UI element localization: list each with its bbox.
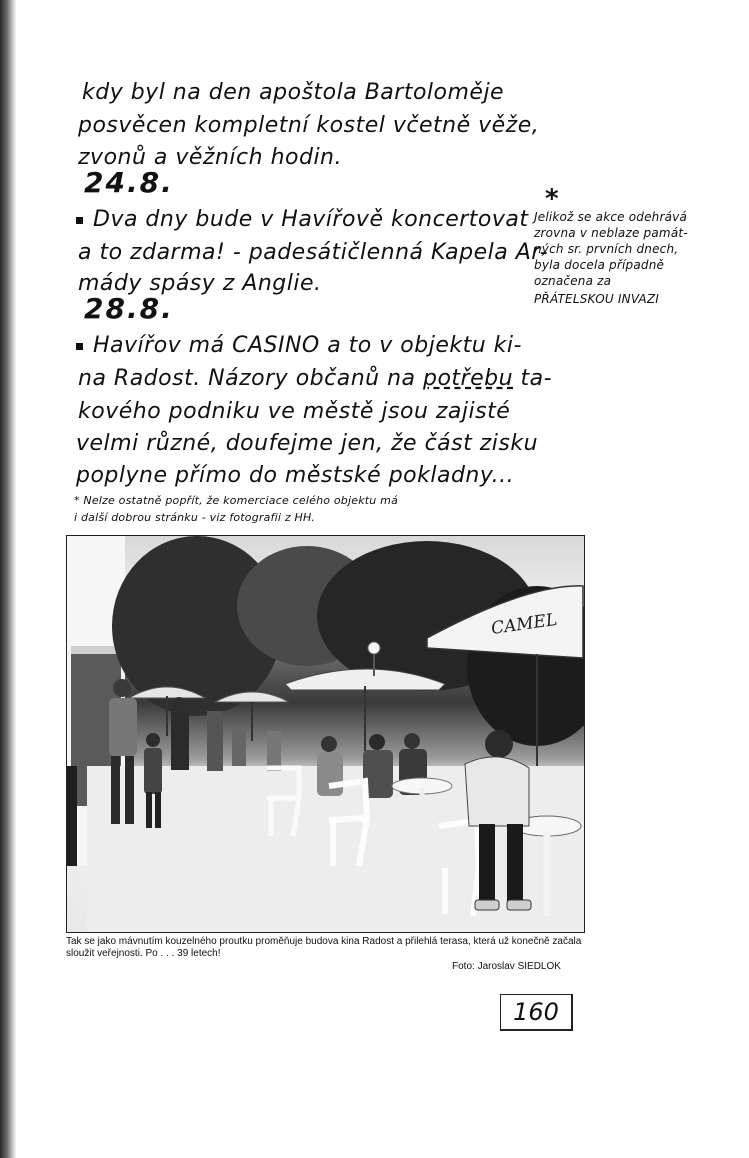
side-note-line-4: byla docela případně <box>534 258 665 272</box>
entry-28-8-line-1 <box>76 333 522 358</box>
entry-24-8-line-1 <box>76 207 529 232</box>
date-heading-28-8: 28.8. <box>84 292 174 325</box>
side-note-line-5: označena za <box>534 274 612 288</box>
terrace-photo <box>66 535 585 933</box>
entry-28-8-text-1: Havířov má CASINO a to v objektu ki- <box>93 333 522 358</box>
entry-28-8-text-2b: ta- <box>513 366 553 391</box>
date-heading-24-8: 24.8. <box>84 166 174 199</box>
entry-28-8-underlined-word: potřebu <box>423 366 514 391</box>
intro-line-1: kdy byl na den apoštola Bartoloměje <box>82 80 505 105</box>
entry-28-8-line-5: poplyne přímo do městské pokladny... <box>76 463 515 488</box>
footnote-line-1: * Nelze ostatně popřít, že komerciace celého objektu má <box>74 494 399 507</box>
entry-28-8-line-3: kového podniku ve městě jsou zajisté <box>78 399 511 424</box>
entry-24-8-line-3: mády spásy z Anglie. <box>78 271 322 296</box>
photo-caption: Tak se jako mávnutím kouzelného proutku proměňuje budova kina Radost a přilehlá terasa, která už konečně začala sloužit veřejnosti. Po . . . 39 letech! <box>66 936 582 959</box>
asterisk-icon: * <box>545 184 559 214</box>
page-number: 160 <box>500 994 573 1031</box>
entry-24-8-line-2: a to zdarma! - padesátičlenná Kapela Ar- <box>78 240 549 265</box>
entry-28-8-text-2a: na Radost. Názory občanů na <box>78 366 423 391</box>
entry-24-8-text-1: Dva dny bude v Havířově koncertovat <box>93 207 529 232</box>
entry-28-8-line-2 <box>78 366 552 391</box>
bullet-icon <box>76 217 83 224</box>
side-note-line-6: PŘÁTELSKOU INVAZI <box>534 292 659 306</box>
bullet-icon <box>76 343 83 350</box>
side-note-line-2: zrovna v neblaze památ- <box>534 226 688 240</box>
umbrella-brand-label: CAMEL <box>489 609 559 639</box>
side-note-line-1: Jelikož se akce odehrává <box>534 210 688 224</box>
entry-28-8-line-4: velmi různé, doufejme jen, že část zisku <box>76 431 539 456</box>
intro-line-2: posvěcen kompletní kostel včetně věže, <box>78 113 540 138</box>
photo-credit: Foto: Jaroslav SIEDLOK <box>452 961 561 972</box>
intro-line-3: zvonů a věžních hodin. <box>78 145 342 170</box>
side-note-line-3: ných sr. prvních dnech, <box>534 242 679 256</box>
footnote-line-2: i další dobrou stránku - viz fotografii z HH. <box>74 511 316 524</box>
